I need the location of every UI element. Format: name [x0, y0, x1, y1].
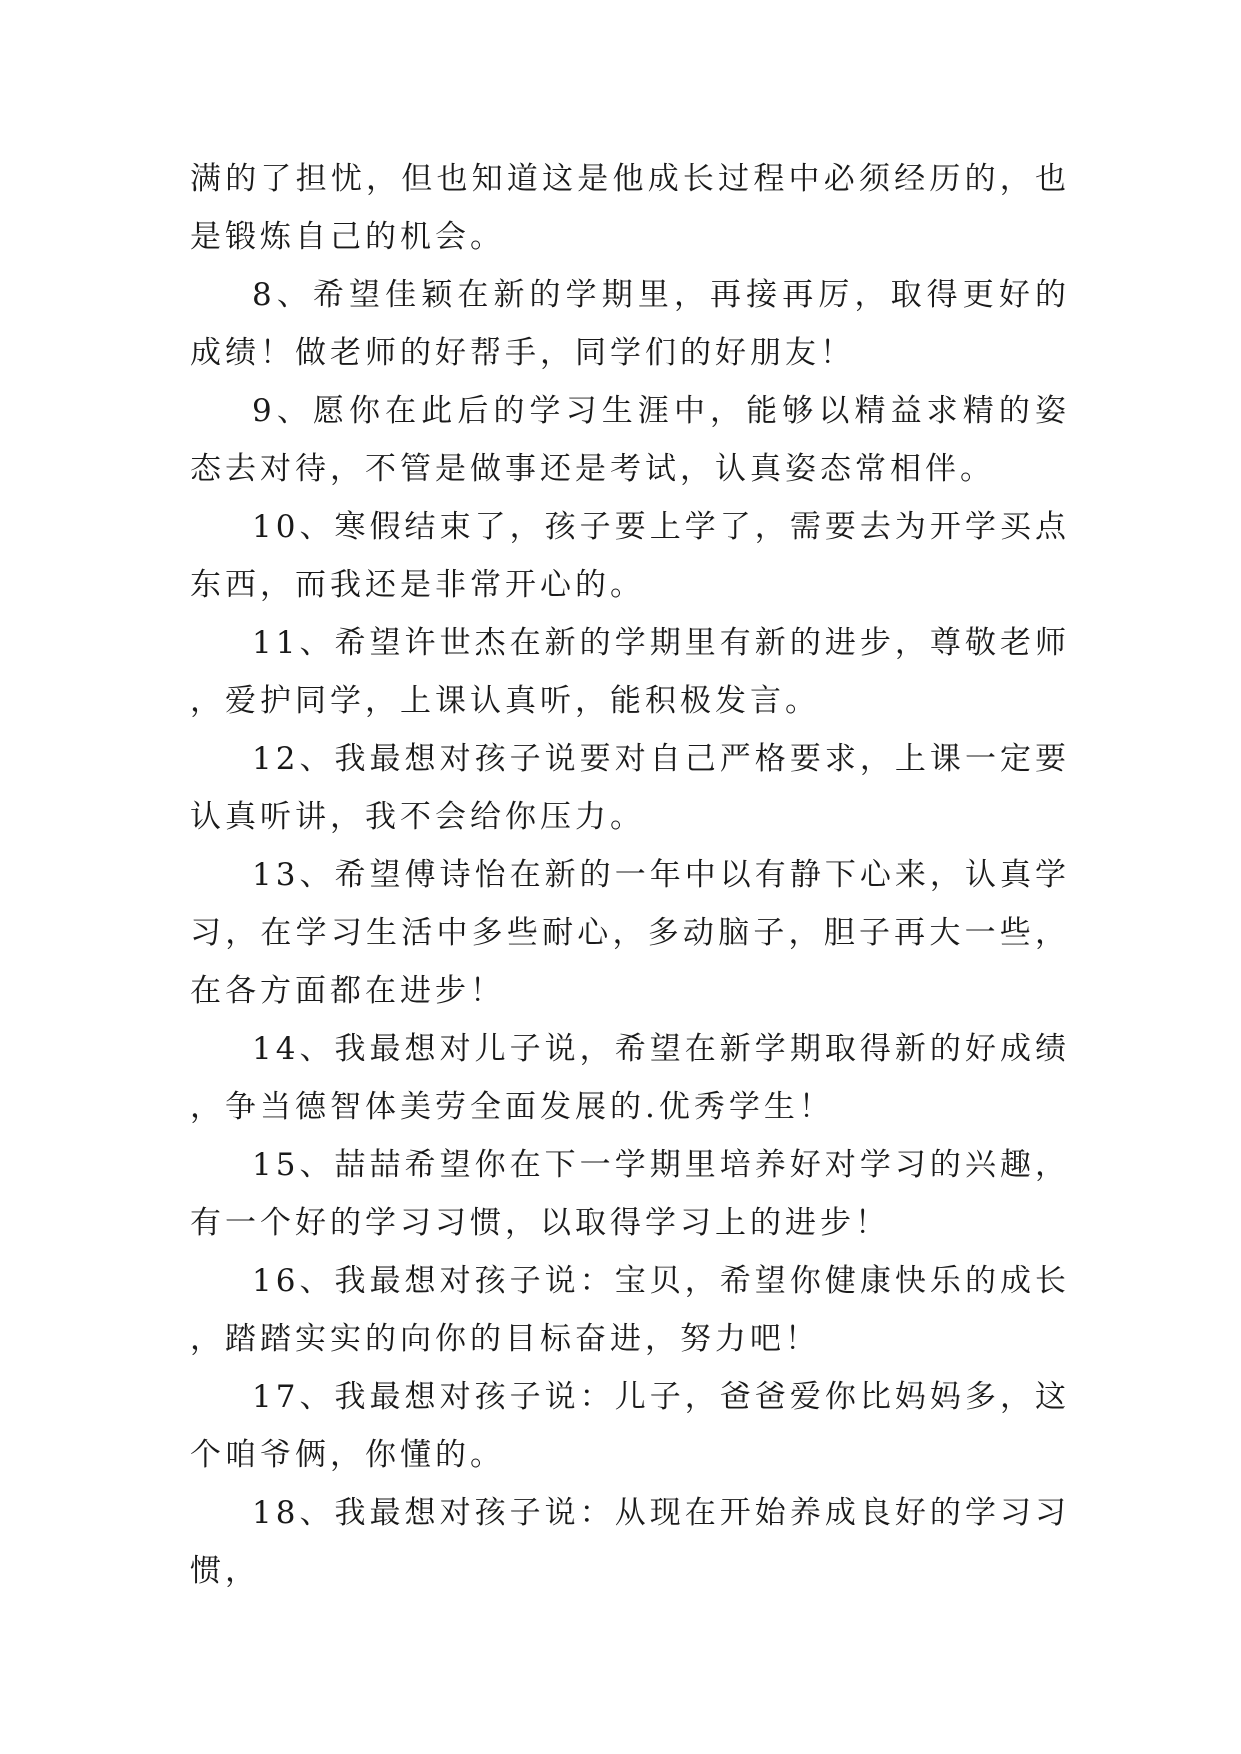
- document-body: [190, 150, 1070, 1600]
- paragraph-item-18: 18、我最想对孩子说：从现在开始养成良好的学习习惯，: [190, 1495, 1070, 1589]
- paragraph-item-11: 11、希望许世杰在新的学期里有新的进步，尊敬老师，爱护同学，上课认真听，能积极发言。: [190, 625, 1070, 719]
- paragraph-item-15: 15、喆喆希望你在下一学期里培养好对学习的兴趣，有一个好的学习习惯，以取得学习上的进步！: [190, 1147, 1070, 1241]
- paragraph-item-17: 17、我最想对孩子说：儿子，爸爸爱你比妈妈多，这个咱爷俩，你懂的。: [190, 1379, 1070, 1473]
- paragraph-item-10: 10、寒假结束了，孩子要上学了，需要去为开学买点东西，而我还是非常开心的。: [190, 509, 1070, 603]
- paragraph-item-14: 14、我最想对儿子说，希望在新学期取得新的好成绩，争当德智体美劳全面发展的.优秀学生！: [190, 1031, 1070, 1125]
- paragraph-item-9: 9、愿你在此后的学习生涯中，能够以精益求精的姿态去对待，不管是做事还是考试，认真姿态常相伴。: [190, 393, 1070, 487]
- paragraph-item-16: 16、我最想对孩子说：宝贝，希望你健康快乐的成长，踏踏实实的向你的目标奋进，努力吧！: [190, 1263, 1070, 1357]
- paragraph-item-12: 12、我最想对孩子说要对自己严格要求，上课一定要认真听讲，我不会给你压力。: [190, 741, 1070, 835]
- paragraph-continuation: 满的了担忧，但也知道这是他成长过程中必须经历的，也是锻炼自己的机会。: [190, 161, 1070, 255]
- paragraph-item-13: 13、希望傅诗怡在新的一年中以有静下心来，认真学习，在学习生活中多些耐心，多动脑子，胆子再大一些，在各方面都在进步！: [190, 857, 1070, 1009]
- paragraph-item-8: 8、希望佳颖在新的学期里，再接再厉，取得更好的成绩！做老师的好帮手，同学们的好朋友！: [190, 277, 1070, 371]
